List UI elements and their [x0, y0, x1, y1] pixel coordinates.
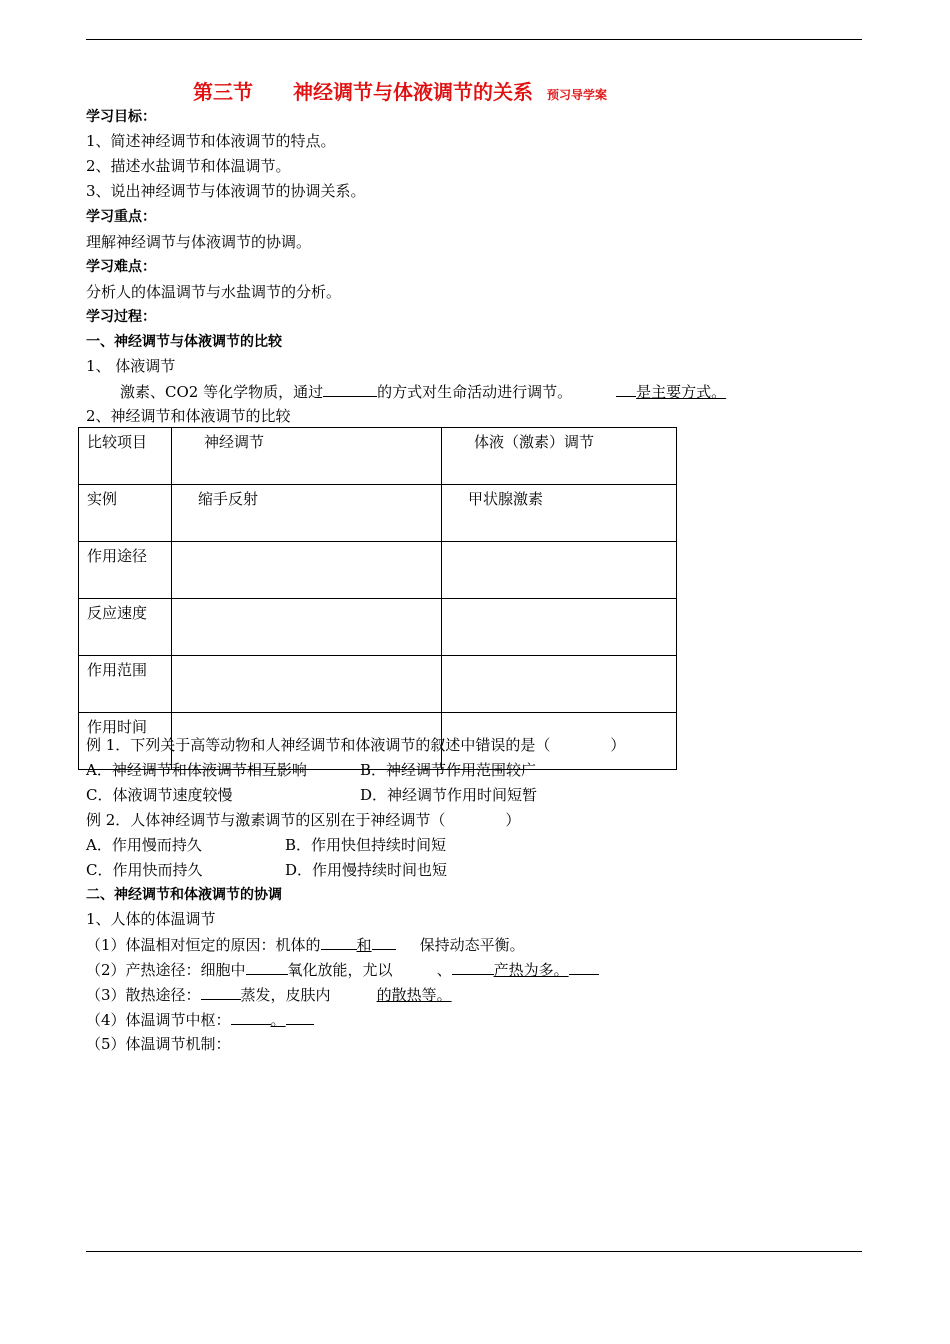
- line-text: 氧化放能，尤以: [287, 961, 393, 979]
- difficulty-heading: 学习难点：: [86, 259, 156, 275]
- example2-option-b[interactable]: B．作用快但持续时间短: [285, 836, 447, 854]
- page-title: [193, 78, 607, 109]
- table-header-row: [79, 428, 677, 485]
- section1-sub1: 1、 体液调节: [86, 357, 176, 375]
- fill-text-a: 激素、CO2 等化学物质，通过: [120, 383, 324, 401]
- process-heading: 学习过程：: [86, 309, 156, 325]
- title-subtitle: 预习导学案: [547, 88, 608, 102]
- example1-question: 例 1．下列关于高等动物和人神经调节和体液调节的叙述中错误的是（ ）: [86, 736, 626, 754]
- fill-text-b: 的方式对生命活动进行调节。: [377, 383, 573, 401]
- table-cell: 缩手反射: [172, 485, 442, 542]
- line-text: 的散热等。: [376, 986, 452, 1004]
- heat-loss-line: [86, 983, 452, 1005]
- table-row: [79, 599, 677, 656]
- example2-option-a[interactable]: A．作用慢而持久: [86, 836, 202, 854]
- table-cell: 甲状腺激素: [442, 485, 677, 542]
- line-text: 产热为多。: [493, 961, 569, 979]
- table-cell[interactable]: [442, 599, 677, 656]
- example1-option-d[interactable]: D．神经调节作用时间短暂: [360, 786, 538, 804]
- difficulty-text: 分析人的体温调节与水盐调节的分析。: [86, 283, 342, 301]
- objective-2: 2、描述水盐调节和体温调节。: [86, 157, 291, 175]
- table-row: [79, 485, 677, 542]
- center-line: [86, 1008, 314, 1030]
- table-cell[interactable]: [172, 542, 442, 599]
- line-text: （2）产热途径：细胞中: [86, 961, 246, 979]
- objective-3: 3、说出神经调节与体液调节的协调关系。: [86, 182, 366, 200]
- temp-reason-line: [86, 933, 525, 955]
- blank-field[interactable]: [321, 933, 357, 950]
- blank-field[interactable]: [231, 1008, 271, 1025]
- top-rule: [86, 39, 862, 40]
- key-point-text: 理解神经调节与体液调节的协调。: [86, 233, 312, 251]
- blank-field[interactable]: [201, 983, 241, 1000]
- example2-option-c[interactable]: C．作用快而持久: [86, 861, 203, 879]
- table-header-cell: 神经调节: [172, 428, 442, 485]
- section1-sub2: 2、神经调节和体液调节的比较: [86, 407, 291, 425]
- section2-heading: 二、神经调节和体液调节的协调: [86, 887, 282, 903]
- example2-option-d[interactable]: D．作用慢持续时间也短: [285, 861, 448, 879]
- bottom-rule: [86, 1251, 862, 1252]
- blank-field[interactable]: [452, 958, 494, 975]
- table-cell[interactable]: [442, 542, 677, 599]
- example2-question: 例 2．人体神经调节与激素调节的区别在于神经调节（ ）: [86, 811, 521, 829]
- line-text: 、: [436, 961, 452, 979]
- line-text: （4）体温调节中枢：: [86, 1011, 231, 1029]
- mechanism-line: （5）体温调节机制：: [86, 1035, 231, 1053]
- key-point-heading: 学习重点：: [86, 209, 156, 225]
- example1-option-a[interactable]: A．神经调节和体液调节相互影响: [86, 761, 307, 779]
- table-header-cell: 比较项目: [79, 428, 172, 485]
- line-text: 蒸发，皮肤内: [240, 986, 331, 1004]
- blank-field[interactable]: [372, 933, 396, 950]
- section2-sub1: 1、人体的体温调节: [86, 910, 216, 928]
- table-cell[interactable]: [442, 656, 677, 713]
- table-cell: 作用途径: [79, 542, 172, 599]
- title-section: 第三节: [193, 80, 253, 104]
- section1-fill-line: [120, 380, 726, 402]
- blank-field[interactable]: [323, 380, 377, 397]
- table-cell: 作用时间: [79, 713, 172, 770]
- line-text: 。: [270, 1011, 286, 1029]
- table-row: [79, 542, 677, 599]
- table-cell: 作用范围: [79, 656, 172, 713]
- section1-heading: 一、神经调节与体液调节的比较: [86, 334, 282, 350]
- line-text: （1）体温相对恒定的原因：机体的: [86, 936, 321, 954]
- objective-1: 1、简述神经调节和体液调节的特点。: [86, 132, 336, 150]
- objectives-heading: 学习目标：: [86, 109, 156, 125]
- example1-option-b[interactable]: B．神经调节作用范围较广: [360, 761, 537, 779]
- blank-field[interactable]: [616, 380, 636, 397]
- line-text: 保持动态平衡。: [419, 936, 525, 954]
- line-text: （3）散热途径：: [86, 986, 201, 1004]
- comparison-table: [78, 427, 677, 770]
- blank-field[interactable]: [569, 958, 599, 975]
- fill-text-c: 是主要方式。: [636, 383, 727, 401]
- table-header-cell: 体液（激素）调节: [442, 428, 677, 485]
- heat-production-line: [86, 958, 599, 980]
- title-main: 神经调节与体液调节的关系: [293, 80, 533, 104]
- table-cell[interactable]: [172, 656, 442, 713]
- blank-field[interactable]: [286, 1008, 314, 1025]
- example1-option-c[interactable]: C．体液调节速度较慢: [86, 786, 233, 804]
- table-cell[interactable]: [172, 599, 442, 656]
- line-text: 和: [356, 936, 372, 954]
- table-cell: 实例: [79, 485, 172, 542]
- table-cell: 反应速度: [79, 599, 172, 656]
- blank-field[interactable]: [246, 958, 288, 975]
- table-row: [79, 656, 677, 713]
